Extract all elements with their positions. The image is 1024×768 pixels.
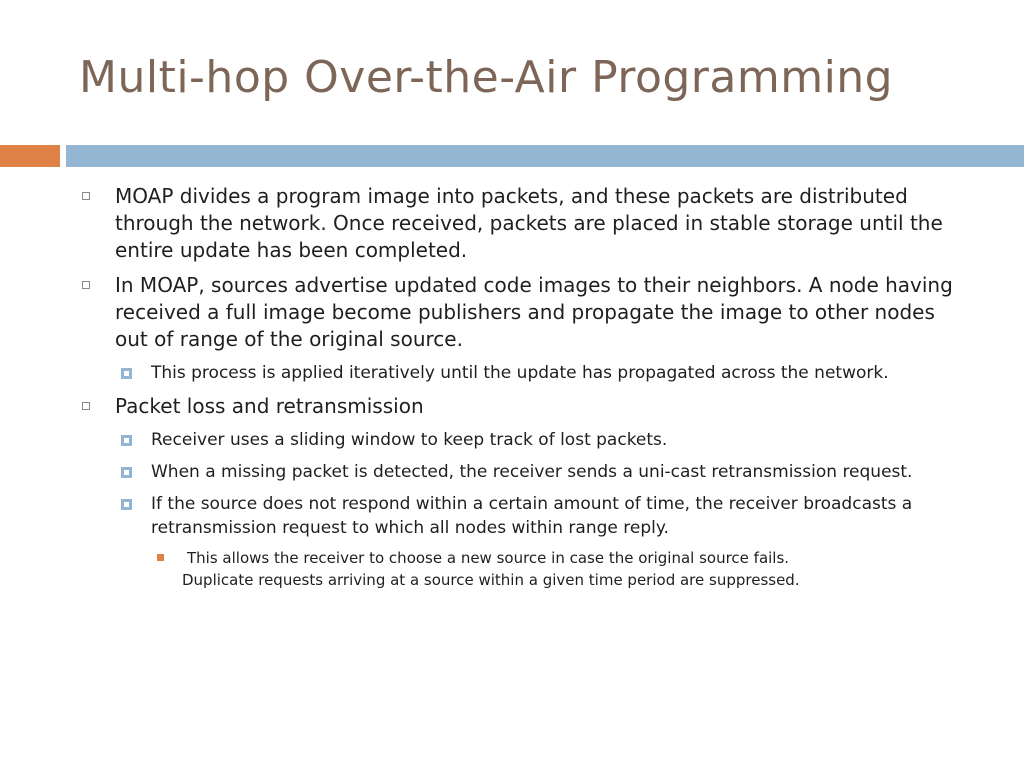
bullet-3-sub-2 bbox=[0, 460, 961, 484]
bullet-3 bbox=[0, 393, 955, 420]
square-bullet-icon bbox=[121, 435, 132, 446]
bullet-2-sub-1-text: This process is applied iteratively until the update has propagated across the network. bbox=[151, 363, 889, 383]
bullet-3-sub-3 bbox=[0, 492, 961, 540]
bullet-3-sub-2-text: When a missing packet is detected, the receiver sends a uni-cast retransmission request. bbox=[151, 462, 913, 482]
square-bullet-icon bbox=[121, 499, 132, 510]
square-bullet-icon bbox=[121, 368, 132, 379]
bullet-3-sub-3-sub-1 bbox=[0, 547, 942, 591]
bullet-1 bbox=[0, 183, 955, 264]
hollow-square-bullet-icon bbox=[82, 402, 90, 410]
square-bullet-icon bbox=[121, 467, 132, 478]
bullet-3-text: Packet loss and retransmission bbox=[115, 394, 424, 418]
accent-bar-orange bbox=[0, 145, 60, 167]
bullet-2-text: In MOAP, sources advertise updated code images to their neighbors. A node having received a full image become publishers and propagate the image to other nodes out of range of the original source. bbox=[115, 273, 953, 351]
slide-content bbox=[0, 183, 1024, 591]
bullet-3-sub-3-sub-1-line-2: Duplicate requests arriving at a source within a given time period are suppressed. bbox=[182, 571, 800, 589]
bullet-1-text: MOAP divides a program image into packets, and these packets are distributed through the network. Once received, packets are placed in stable storage until the entire update has been completed. bbox=[115, 184, 943, 262]
bullet-3-sub-1 bbox=[0, 428, 961, 452]
hollow-square-bullet-icon bbox=[82, 281, 90, 289]
bullet-3-sub-3-text: If the source does not respond within a certain amount of time, the receiver broadcasts a retransmission request to which all nodes within range reply. bbox=[151, 494, 913, 538]
bullet-3-sub-1-text: Receiver uses a sliding window to keep track of lost packets. bbox=[151, 430, 668, 450]
hollow-square-bullet-icon bbox=[82, 192, 90, 200]
slide-title: Multi-hop Over-the-Air Programming bbox=[79, 52, 894, 103]
accent-bar-blue bbox=[66, 145, 1024, 167]
bullet-3-sub-3-sub-1-line-1: This allows the receiver to choose a new source in case the original source fails. bbox=[187, 549, 790, 567]
bullet-2 bbox=[0, 272, 955, 353]
bullet-2-sub-1 bbox=[0, 361, 961, 385]
filled-square-bullet-icon bbox=[157, 554, 164, 561]
